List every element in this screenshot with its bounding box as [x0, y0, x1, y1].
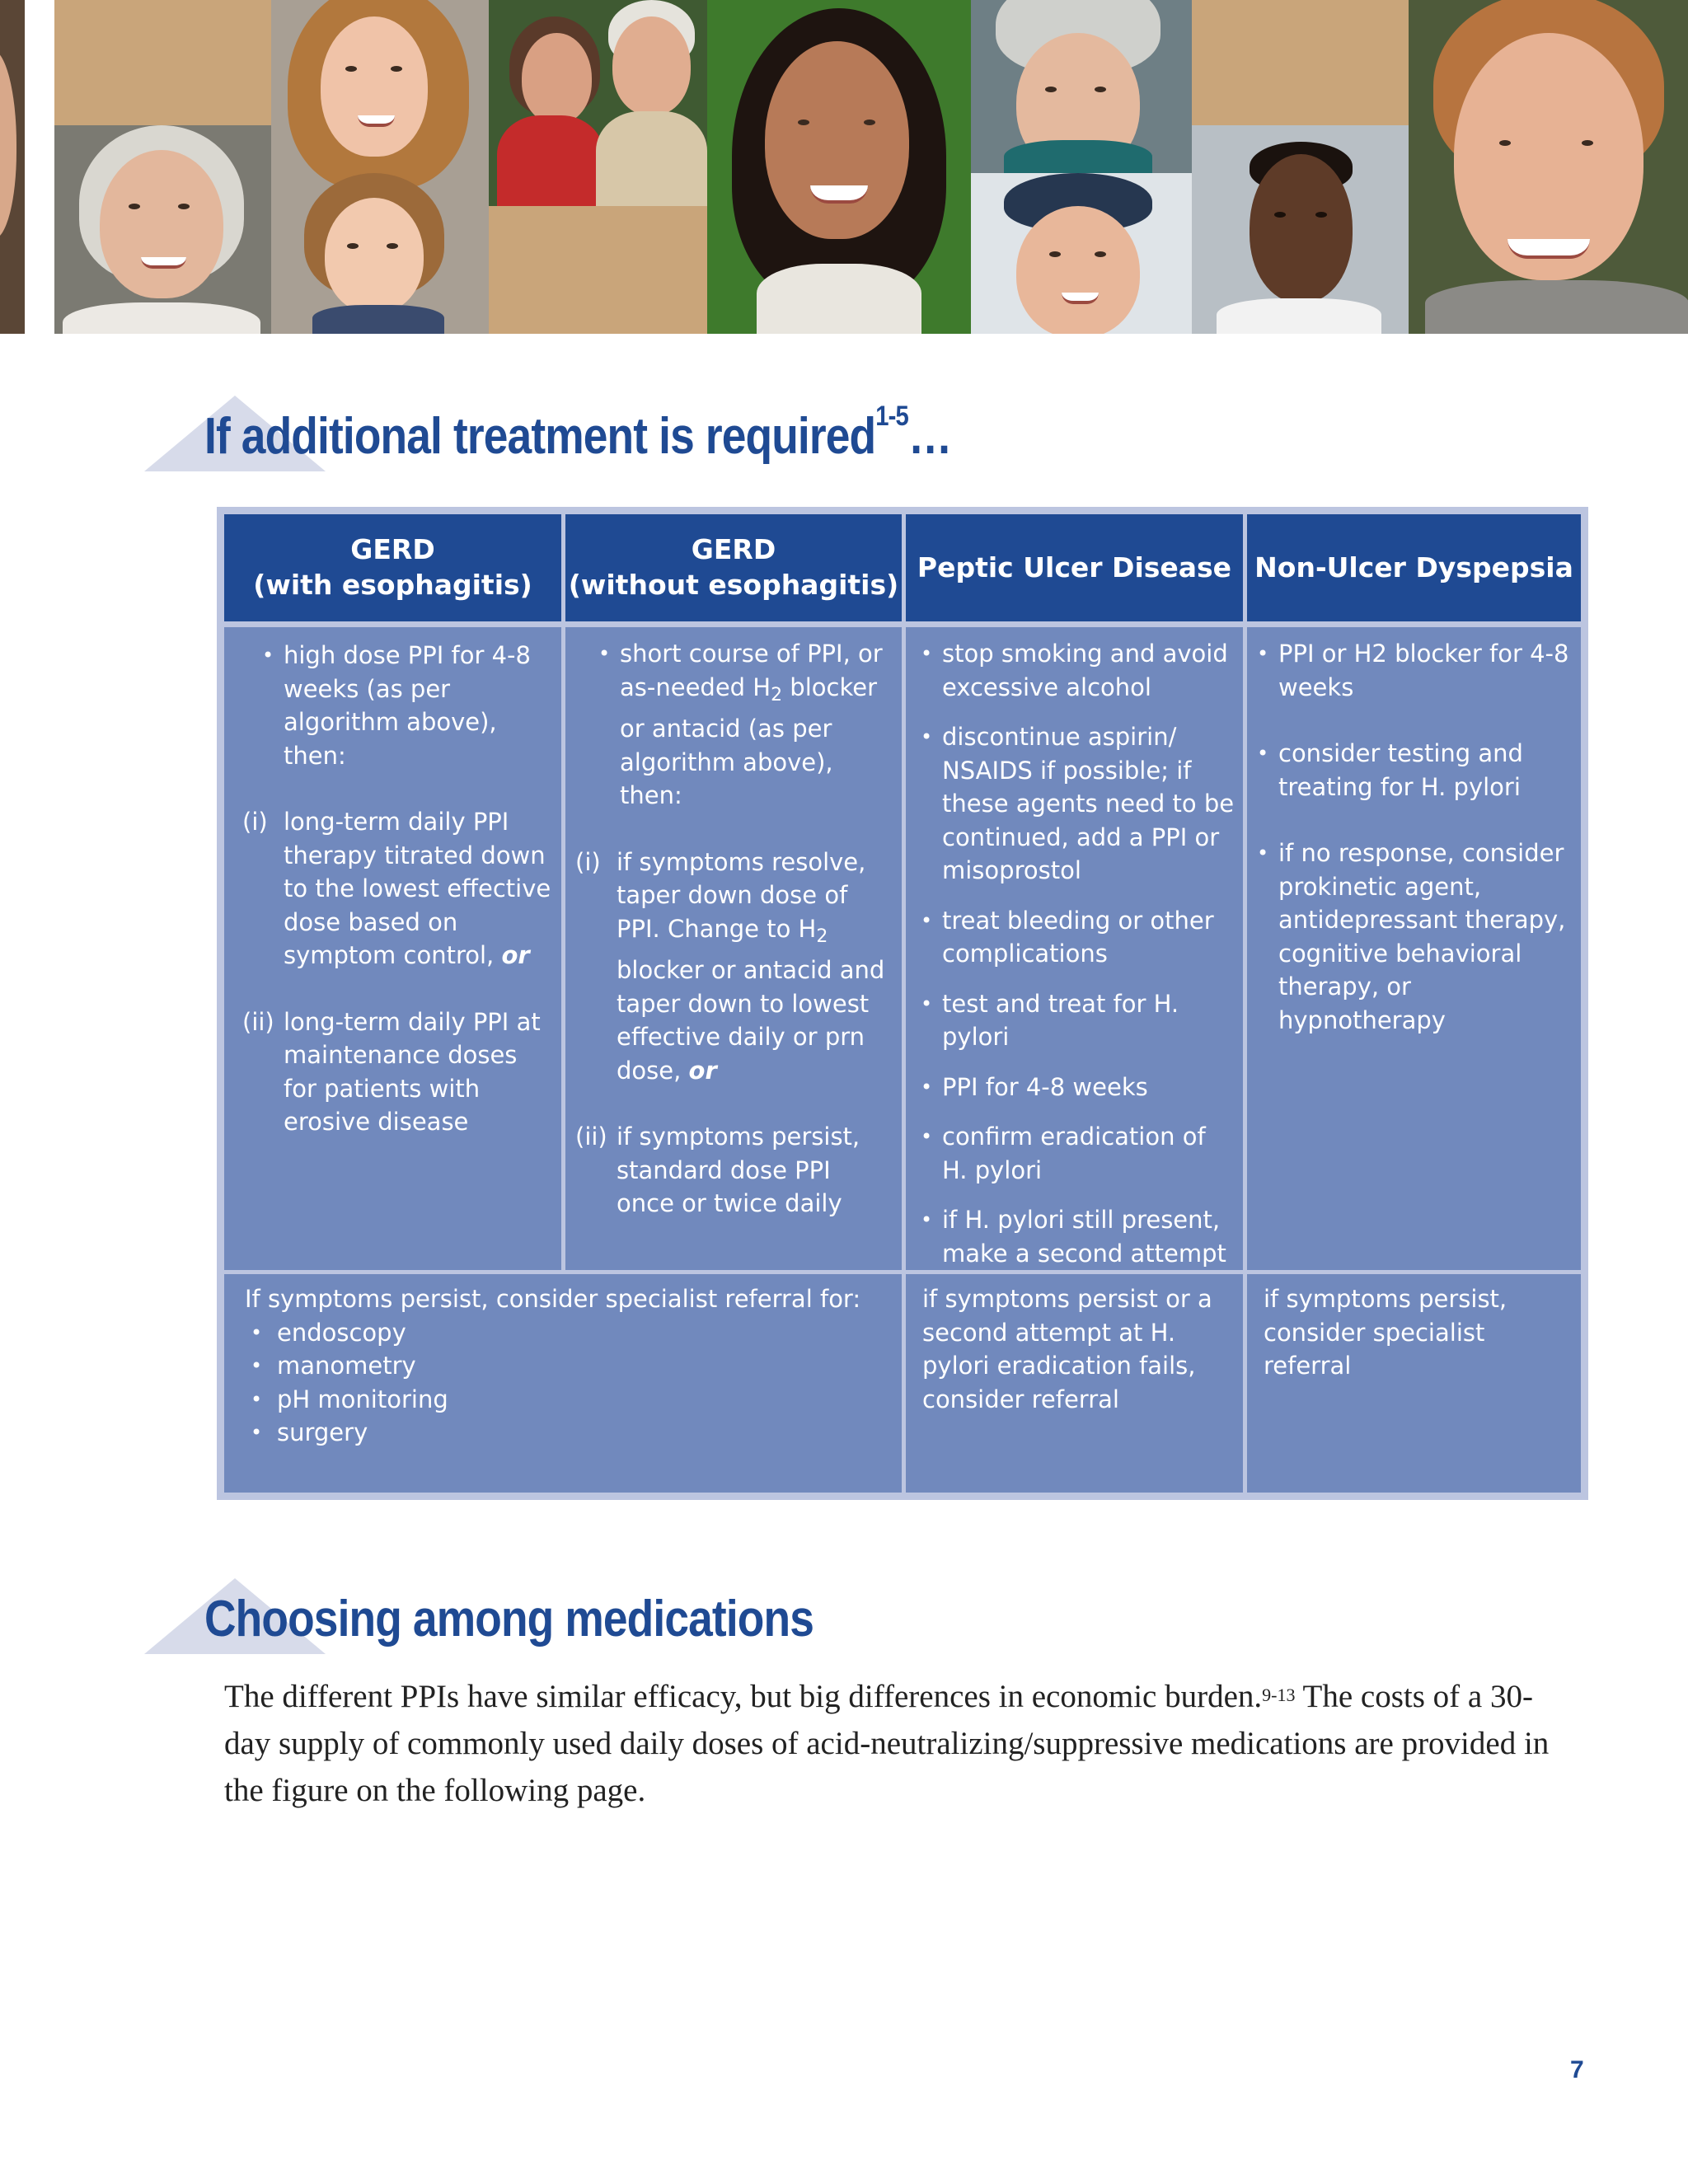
tan-block	[1192, 0, 1409, 125]
column-header-gerd-without-esophagitis: GERD (without esophagitis)	[565, 514, 902, 621]
photo-man-with-cap	[971, 173, 1192, 334]
list-item: • PPI or H2 blocker for 4-8 weeks	[1257, 637, 1576, 704]
list-item: • test and treat for H. pylori	[921, 987, 1235, 1054]
list-item: • manometry	[251, 1349, 893, 1383]
photo-young-man	[1192, 125, 1409, 334]
photo-woman-with-hat	[971, 0, 1192, 173]
list-item: (ii) long-term daily PPI at maintenance doses for patients with erosive disease	[242, 1007, 541, 1136]
photo-person-edge	[0, 0, 25, 334]
column-header-gerd-with-esophagitis: GERD (with esophagitis)	[224, 514, 561, 621]
list-item: • consider testing and treating for H. pylori	[1257, 737, 1576, 804]
list-item: • surgery	[251, 1416, 893, 1450]
list-item: • pH monitoring	[251, 1383, 893, 1417]
cell-gerd-with-esophagitis	[224, 627, 561, 1270]
list-item: • confirm eradication of H. pylori	[921, 1120, 1235, 1187]
body-paragraph: The different PPIs have similar efficacy, but big differences in economic burden.$^{9-13}$ The costs of a 30-day supply of commonly used daily doses of acid-neutralizing/suppressive medications are provided in the figure on the following page.	[224, 1679, 1550, 1808]
heading-text: If additional treatment is required	[204, 408, 876, 465]
list-item: • if no response, consider prokinetic agent, antidepressant therapy, cognitive behavioral therapy, or hypnotherapy	[1257, 837, 1576, 1037]
photo-mother-child	[271, 0, 489, 334]
section-heading-additional-treatment	[144, 396, 1133, 478]
section-heading-choosing-medications	[144, 1578, 1133, 1661]
tan-block	[489, 206, 707, 334]
cell-gerd-referral	[224, 1274, 902, 1493]
column-header-peptic-ulcer-disease: Peptic Ulcer Disease	[906, 514, 1243, 621]
heading-reference: 1-5	[875, 401, 908, 432]
list-item: • treat bleeding or other complications	[921, 904, 1235, 971]
list-item: • stop smoking and avoid excessive alcohol	[921, 637, 1235, 704]
list-item: (i) long-term daily PPI therapy titrated down to the lowest effective dose based on symptom control, or	[242, 808, 551, 969]
heading-text: Choosing among medications	[204, 1591, 814, 1647]
photo-strip	[0, 0, 1688, 334]
list-item: • short course of PPI, or as-needed $H_2$ blocker or antacid (as per algorithm above), then:	[598, 637, 895, 813]
treatment-table	[217, 507, 1588, 1500]
cell-nud-referral: if symptoms persist, consider specialist referral	[1247, 1274, 1581, 1493]
reference-superscript: 9-13	[1262, 1685, 1296, 1705]
cell-pud-referral: if symptoms persist or a second attempt at H. pylori eradication fails, consider referral	[906, 1274, 1243, 1493]
heading-ellipsis: …	[907, 408, 952, 465]
page-number: 7	[1570, 2056, 1584, 2083]
referral-intro: If symptoms persist, consider specialist referral for:	[245, 1285, 861, 1313]
photo-older-woman	[54, 125, 271, 334]
list-item: • PPI for 4-8 weeks	[921, 1071, 1235, 1104]
list-item: • high dose PPI for 4-8 weeks (as per algorithm above), then:	[262, 639, 553, 772]
photo-older-couple	[489, 0, 707, 206]
cell-gerd-without-esophagitis	[565, 627, 902, 1270]
list-item: • discontinue aspirin/ NSAIDS if possible; if these agents need to be continued, add a PPI or misoprostol	[921, 720, 1235, 888]
list-item: (i) if symptoms resolve, taper down dose of PPI. Change to $H_2$ blocker or antacid and taper down to lowest effective daily or prn dose, or	[575, 847, 885, 1085]
column-header-non-ulcer-dyspepsia: Non-Ulcer Dyspepsia	[1247, 514, 1581, 621]
photo-young-woman	[707, 0, 971, 334]
cell-peptic-ulcer-disease	[906, 627, 1243, 1270]
cell-non-ulcer-dyspepsia	[1247, 627, 1581, 1270]
list-item: • if H. pylori still present, make a second attempt	[921, 1203, 1235, 1270]
photo-smiling-woman	[1409, 0, 1688, 334]
list-item: • endoscopy	[251, 1316, 893, 1350]
tan-block	[54, 0, 271, 125]
list-item: (ii) if symptoms persist, standard dose PPI once or twice daily	[575, 1122, 860, 1217]
